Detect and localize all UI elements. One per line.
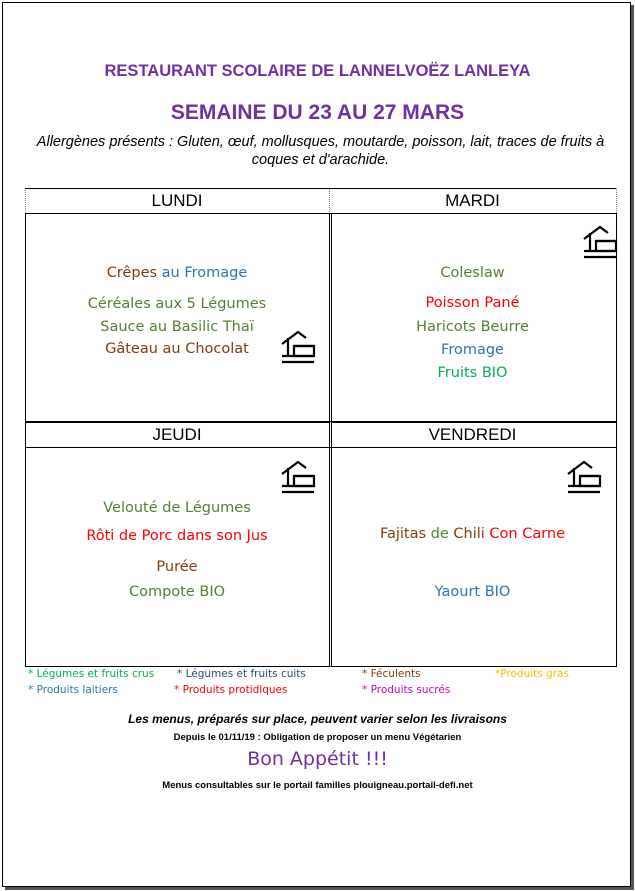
legend-raw: * Légumes et fruits crus	[28, 668, 155, 680]
day-vendredi: VENDREDI	[428, 425, 517, 444]
vendredi-item-1-part-3: Chili	[453, 526, 490, 542]
grid-top-line	[25, 188, 616, 189]
legend-cooked: * Légumes et fruits cuits	[177, 668, 306, 680]
day-lundi: LUNDI	[151, 191, 203, 210]
vegetarian-note: Depuis le 01/11/19 : Obligation de proposer un menu Végétarien	[173, 732, 462, 743]
mardi-item-5: Fruits BIO	[437, 365, 508, 381]
vendredi-cell	[331, 421, 617, 667]
jeudi-item-3: Purée	[156, 559, 198, 575]
lundi-cell	[25, 213, 330, 423]
lundi-item-3: Sauce au Basilic Thaï	[100, 319, 254, 335]
allergens-note: Allergènes présents : Gluten, œuf, mollusques, moutarde, poisson, lait, traces de fruits à coques et d'arachide.	[36, 134, 605, 168]
homemade-house-icon	[280, 330, 316, 364]
day-mardi: MARDI	[445, 191, 500, 210]
vendredi-item-1-part-1: Fajitas	[379, 526, 431, 542]
jeudi-cell	[25, 421, 330, 667]
mardi-item-2: Poisson Pané	[425, 295, 520, 311]
lundi-item-1-part-1: Crêpes	[106, 265, 162, 281]
restaurant-title: RESTAURANT SCOLAIRE DE LANNELVOËZ LANLEYA	[104, 62, 531, 80]
lundi-item-1-part-3: Fromage	[184, 265, 248, 281]
vendredi-item-1-part-4: Con Carne	[489, 526, 566, 542]
mardi-item-4: Fromage	[441, 342, 504, 358]
week-title: SEMAINE DU 23 AU 27 MARS	[170, 101, 465, 124]
vendredi-item-1	[330, 526, 615, 542]
lundi-item-2: Céréales aux 5 Légumes	[87, 296, 267, 312]
homemade-house-icon	[566, 460, 602, 494]
lundi-item-4: Gâteau au Chocolat	[105, 341, 249, 357]
legend-fat: *Produits gras	[495, 668, 569, 680]
mardi-item-1: Coleslaw	[440, 265, 505, 281]
portal-note: Menus consultables sur le portail familles plouigneau.portail-defi.net	[162, 780, 473, 791]
jeudi-item-1: Velouté de Légumes	[103, 500, 251, 516]
legend-sweet: * Produits sucrés	[362, 684, 451, 696]
bon-appetit: Bon Appétit !!!	[247, 748, 388, 770]
vendredi-item-1-part-2: de	[430, 526, 454, 542]
legend-dairy: * Produits laitiers	[28, 684, 118, 696]
jeudi-item-4: Compote BIO	[128, 584, 226, 600]
lundi-item-1-part-2: au	[161, 265, 185, 281]
homemade-house-icon	[280, 460, 316, 494]
vendredi-item-2: Yaourt BIO	[434, 584, 511, 600]
mardi-cell	[331, 213, 617, 423]
lundi-item-1	[25, 265, 329, 281]
homemade-house-icon	[582, 225, 618, 259]
legend-starch: * Féculents	[362, 668, 421, 680]
delivery-note: Les menus, préparés sur place, peuvent varier selon les livraisons	[128, 712, 507, 726]
jeudi-item-2: Rôti de Porc dans son Jus	[86, 528, 268, 544]
legend-protein: * Produits protidiques	[174, 684, 288, 696]
day-jeudi: JEUDI	[152, 425, 202, 444]
mardi-item-3: Haricots Beurre	[416, 319, 529, 335]
